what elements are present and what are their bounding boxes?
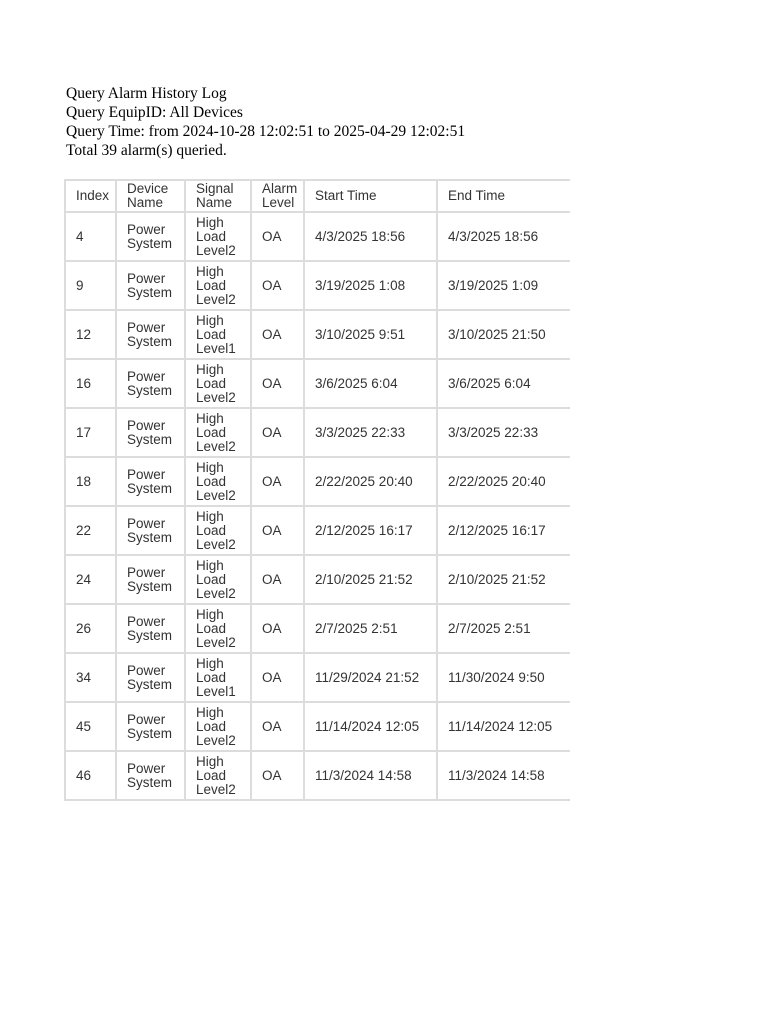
cell-start-time: 3/3/2025 22:33 (304, 408, 437, 457)
cell-index: 26 (65, 604, 116, 653)
cell-index: 24 (65, 555, 116, 604)
cell-end-time: 11/30/2024 9:50 (437, 653, 570, 702)
column-header-index: Index (65, 180, 116, 212)
cell-alarm-level: OA (251, 261, 304, 310)
cell-device-name: Power System (116, 212, 185, 261)
cell-alarm-level: OA (251, 457, 304, 506)
cell-signal-name: High Load Level2 (185, 457, 251, 506)
cell-end-time: 4/3/2025 18:56 (437, 212, 570, 261)
cell-alarm-level: OA (251, 408, 304, 457)
cell-alarm-level: OA (251, 212, 304, 261)
cell-device-name: Power System (116, 751, 185, 800)
report-header (66, 84, 465, 160)
cell-end-time: 11/3/2024 14:58 (437, 751, 570, 800)
alarm-history-table (64, 179, 570, 801)
cell-end-time: 2/12/2025 16:17 (437, 506, 570, 555)
cell-end-time: 2/22/2025 20:40 (437, 457, 570, 506)
table-row (65, 261, 570, 310)
cell-alarm-level: OA (251, 555, 304, 604)
cell-signal-name: High Load Level1 (185, 653, 251, 702)
table-row (65, 751, 570, 800)
cell-signal-name: High Load Level2 (185, 604, 251, 653)
cell-start-time: 2/12/2025 16:17 (304, 506, 437, 555)
cell-index: 4 (65, 212, 116, 261)
report-title: Query Alarm History Log (66, 85, 227, 102)
table-header-row (65, 180, 570, 212)
cell-index: 18 (65, 457, 116, 506)
cell-end-time: 11/14/2024 12:05 (437, 702, 570, 751)
cell-end-time: 2/10/2025 21:52 (437, 555, 570, 604)
cell-signal-name: High Load Level2 (185, 506, 251, 555)
cell-signal-name: High Load Level2 (185, 212, 251, 261)
column-header-signal-name: Signal Name (185, 180, 251, 212)
cell-signal-name: High Load Level2 (185, 751, 251, 800)
cell-end-time: 2/7/2025 2:51 (437, 604, 570, 653)
total-alarm-count: Total 39 alarm(s) queried. (66, 142, 227, 159)
table-row (65, 359, 570, 408)
query-equip-id: Query EquipID: All Devices (66, 104, 243, 121)
column-header-device-name: Device Name (116, 180, 185, 212)
column-header-start-time: Start Time (304, 180, 437, 212)
cell-end-time: 3/6/2025 6:04 (437, 359, 570, 408)
table-row (65, 653, 570, 702)
cell-start-time: 3/6/2025 6:04 (304, 359, 437, 408)
table-row (65, 604, 570, 653)
cell-end-time: 3/19/2025 1:09 (437, 261, 570, 310)
cell-start-time: 11/3/2024 14:58 (304, 751, 437, 800)
cell-alarm-level: OA (251, 359, 304, 408)
cell-device-name: Power System (116, 408, 185, 457)
cell-signal-name: High Load Level2 (185, 702, 251, 751)
cell-device-name: Power System (116, 261, 185, 310)
cell-start-time: 2/10/2025 21:52 (304, 555, 437, 604)
cell-start-time: 2/22/2025 20:40 (304, 457, 437, 506)
cell-index: 12 (65, 310, 116, 359)
cell-start-time: 4/3/2025 18:56 (304, 212, 437, 261)
cell-index: 22 (65, 506, 116, 555)
cell-index: 46 (65, 751, 116, 800)
cell-device-name: Power System (116, 555, 185, 604)
alarm-history-table-container (64, 179, 570, 801)
cell-device-name: Power System (116, 359, 185, 408)
cell-alarm-level: OA (251, 751, 304, 800)
table-row (65, 408, 570, 457)
cell-alarm-level: OA (251, 310, 304, 359)
cell-alarm-level: OA (251, 653, 304, 702)
cell-signal-name: High Load Level2 (185, 261, 251, 310)
cell-device-name: Power System (116, 653, 185, 702)
cell-signal-name: High Load Level2 (185, 555, 251, 604)
table-row (65, 310, 570, 359)
cell-start-time: 3/19/2025 1:08 (304, 261, 437, 310)
cell-index: 17 (65, 408, 116, 457)
cell-index: 9 (65, 261, 116, 310)
column-header-end-time: End Time (437, 180, 570, 212)
table-row (65, 212, 570, 261)
column-header-alarm-level: Alarm Level (251, 180, 304, 212)
cell-device-name: Power System (116, 457, 185, 506)
cell-device-name: Power System (116, 702, 185, 751)
table-row (65, 457, 570, 506)
cell-index: 34 (65, 653, 116, 702)
cell-device-name: Power System (116, 506, 185, 555)
table-row (65, 702, 570, 751)
cell-device-name: Power System (116, 604, 185, 653)
cell-end-time: 3/10/2025 21:50 (437, 310, 570, 359)
cell-start-time: 11/14/2024 12:05 (304, 702, 437, 751)
cell-alarm-level: OA (251, 506, 304, 555)
cell-start-time: 11/29/2024 21:52 (304, 653, 437, 702)
query-time-range: Query Time: from 2024-10-28 12:02:51 to 2025-04-29 12:02:51 (66, 123, 466, 140)
table-row (65, 555, 570, 604)
cell-alarm-level: OA (251, 604, 304, 653)
table-row (65, 506, 570, 555)
cell-end-time: 3/3/2025 22:33 (437, 408, 570, 457)
cell-signal-name: High Load Level2 (185, 408, 251, 457)
cell-device-name: Power System (116, 310, 185, 359)
cell-start-time: 2/7/2025 2:51 (304, 604, 437, 653)
cell-alarm-level: OA (251, 702, 304, 751)
cell-start-time: 3/10/2025 9:51 (304, 310, 437, 359)
cell-signal-name: High Load Level2 (185, 359, 251, 408)
cell-signal-name: High Load Level1 (185, 310, 251, 359)
cell-index: 16 (65, 359, 116, 408)
cell-index: 45 (65, 702, 116, 751)
